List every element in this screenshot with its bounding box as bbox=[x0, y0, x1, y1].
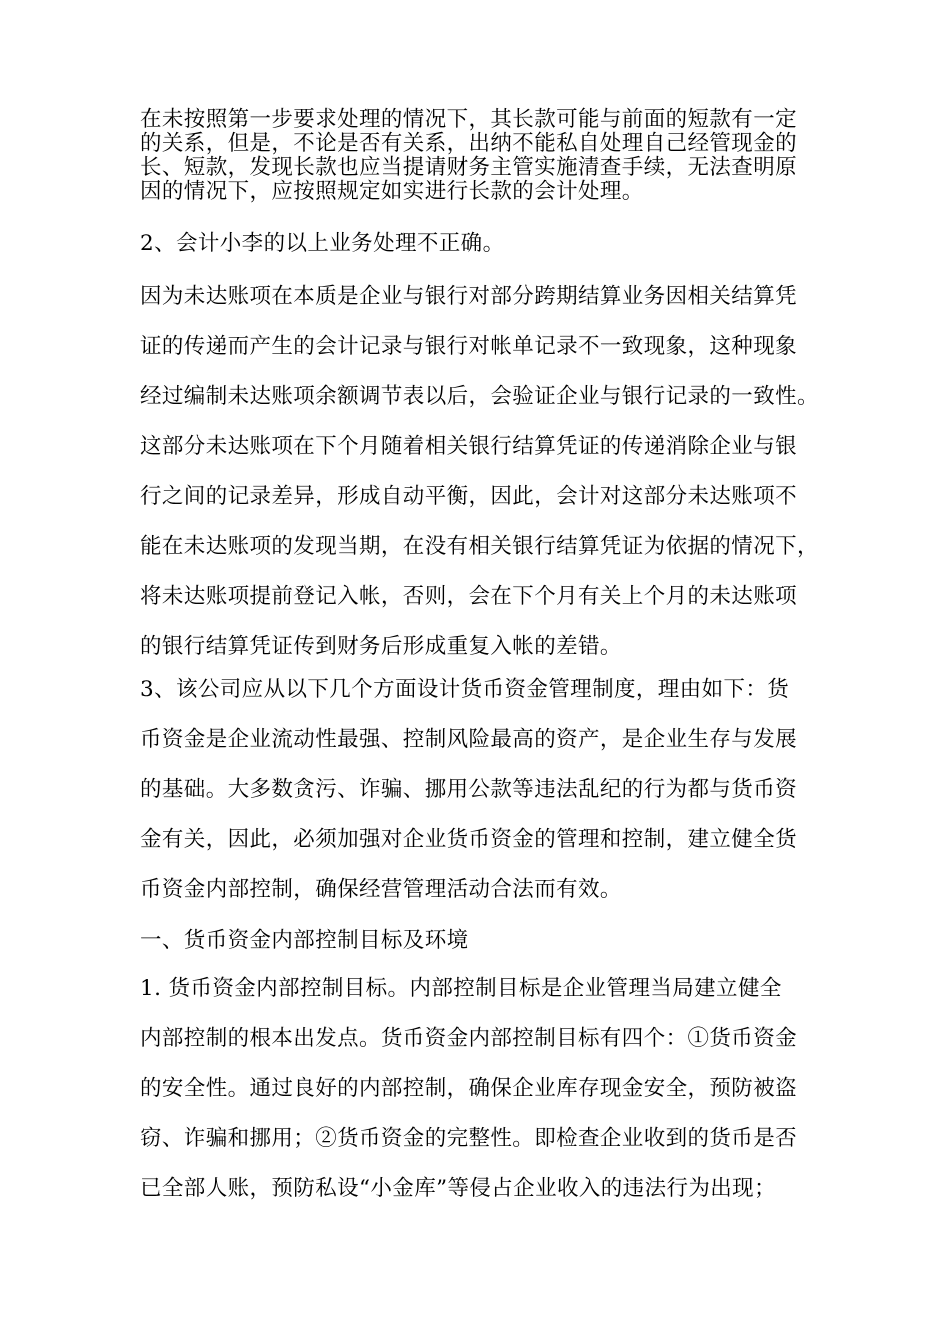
paragraph-line: 内部控制的根本出发点。货币资金内部控制目标有四个：①货币资金 bbox=[140, 1026, 798, 1051]
paragraph-2 bbox=[140, 272, 826, 672]
answer-2-heading: 2、会计小李的以上业务处理不正确。 bbox=[140, 231, 505, 256]
paragraph-line: 长、短款，发现长款也应当提请财务主管实施清查手续，无法查明原 bbox=[140, 155, 798, 180]
paragraph-1 bbox=[140, 108, 826, 204]
paragraph-line: 币资金内部控制，确保经营管理活动合法而有效。 bbox=[140, 877, 622, 902]
paragraph-line: 窃、诈骗和挪用；②货币资金的完整性。即检查企业收到的货币是否 bbox=[140, 1126, 798, 1151]
paragraph-line: 的银行结算凭证传到财务后形成重复入帐的差错。 bbox=[140, 634, 622, 659]
paragraph-line: 经过编制未达账项余额调节表以后，会验证企业与银行记录的一致性。 bbox=[140, 384, 819, 409]
paragraph-line: 这部分未达账项在下个月随着相关银行结算凭证的传递消除企业与银 bbox=[140, 434, 798, 459]
paragraph-line: 的基础。大多数贪污、诈骗、挪用公款等违法乱纪的行为都与货币资 bbox=[140, 777, 798, 802]
paragraph-line: 因的情况下，应按照规定如实进行长款的会计处理。 bbox=[140, 179, 644, 204]
paragraph-line: 币资金是企业流动性最强、控制风险最高的资产，是企业生存与发展 bbox=[140, 727, 798, 752]
paragraph-line: 行之间的记录差异，形成自动平衡，因此，会计对这部分未达账项不 bbox=[140, 484, 798, 509]
section-1-heading: 一、货币资金内部控制目标及环境 bbox=[140, 928, 469, 953]
paragraph-line: 已全部人账，预防私设“小金库”等侵占企业收入的违法行为出现； bbox=[140, 1176, 776, 1201]
paragraph-line: 将未达账项提前登记入帐，否则，会在下个月有关上个月的未达账项 bbox=[140, 584, 798, 609]
paragraph-line: 在未按照第一步要求处理的情况下，其长款可能与前面的短款有一定 bbox=[140, 107, 798, 132]
paragraph-line: 3、该公司应从以下几个方面设计货币资金管理制度，理由如下：货 bbox=[140, 677, 790, 702]
paragraph-3 bbox=[140, 665, 826, 915]
paragraph-line: 的安全性。通过良好的内部控制，确保企业库存现金安全，预防被盗 bbox=[140, 1076, 798, 1101]
paragraph-line: 的关系，但是，不论是否有关系，出纳不能私自处理自己经管现金的 bbox=[140, 131, 798, 156]
paragraph-line: 能在未达账项的发现当期，在没有相关银行结算凭证为依据的情况下， bbox=[140, 534, 819, 559]
paragraph-line: 1. 货币资金内部控制目标。内部控制目标是企业管理当局建立健全 bbox=[140, 976, 782, 1001]
paragraph-line: 金有关，因此，必须加强对企业货币资金的管理和控制，建立健全货 bbox=[140, 827, 798, 852]
section-1-body bbox=[140, 964, 826, 1214]
paragraph-line: 因为未达账项在本质是企业与银行对部分跨期结算业务因相关结算凭 bbox=[140, 284, 798, 309]
paragraph-line: 证的传递而产生的会计记录与银行对帐单记录不一致现象，这种现象 bbox=[140, 334, 798, 359]
